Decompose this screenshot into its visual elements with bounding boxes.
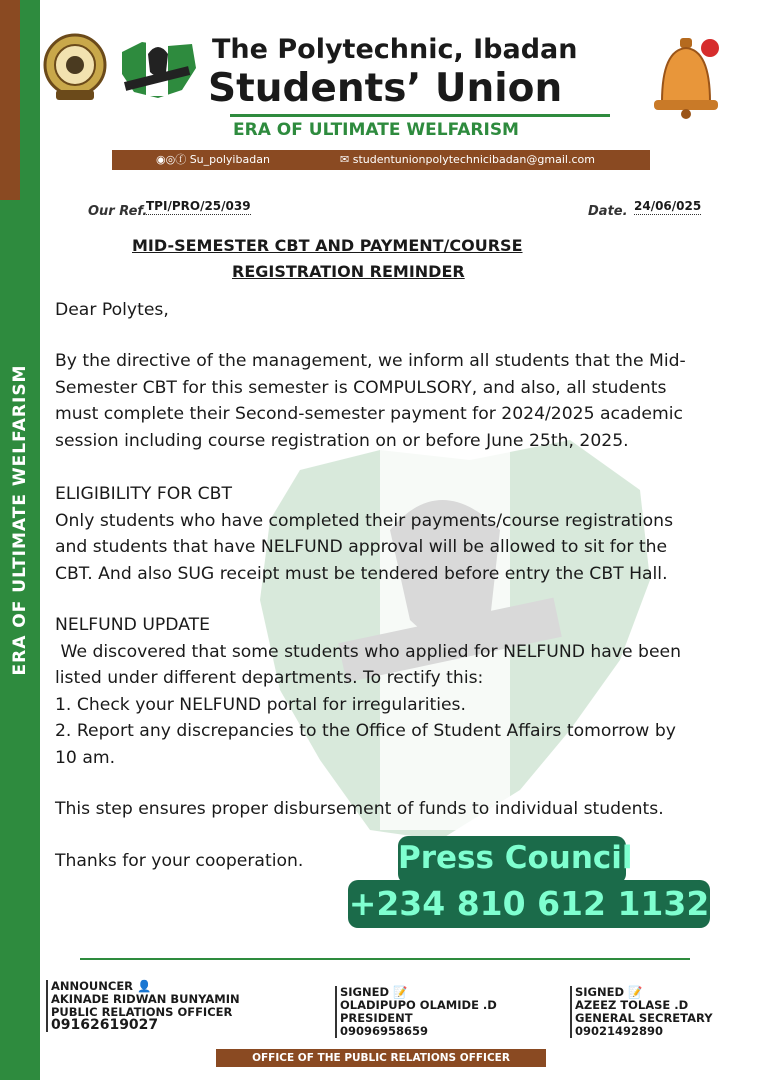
eligibility-title: ELIGIBILITY FOR CBT — [55, 484, 232, 504]
press-council-box — [348, 836, 710, 928]
press-council-phone[interactable]: +234 810 612 1132 — [348, 884, 710, 923]
thanks-line: Thanks for your cooperation. — [55, 851, 304, 871]
paragraph-line: We discovered that some students who applied for NELFUND have been — [55, 641, 681, 662]
signature-icon: 📝 — [393, 985, 408, 999]
secretary-signed-label: SIGNED — [575, 985, 625, 999]
paragraph-line: must complete their Second-semester payment for 2024/2025 academic — [55, 404, 683, 424]
secretary-signature — [570, 986, 713, 1038]
announcer-name: AKINADE RIDWAN BUNYAMIN — [51, 992, 240, 1006]
social-handle[interactable]: ◉◎ⓕ Su_polyibadan — [156, 153, 270, 166]
nelfund-title: NELFUND UPDATE — [55, 615, 210, 635]
salutation: Dear Polytes, — [55, 300, 169, 320]
secretary-role: GENERAL SECRETARY — [575, 1011, 713, 1025]
date-label: Date. — [588, 204, 628, 219]
person-icon: 👤 — [137, 979, 152, 993]
student-union-map-logo — [118, 38, 198, 100]
announcer-phone[interactable]: 09162619027 — [51, 1017, 159, 1033]
paragraph-line: CBT. And also SUG receipt must be tendered before entry the CBT Hall. — [55, 563, 668, 584]
president-role: PRESIDENT — [340, 1011, 413, 1025]
president-name: OLADIPUPO OLAMIDE .D — [340, 998, 497, 1012]
press-council-title: Press Council — [398, 840, 633, 876]
secretary-name: AZEEZ TOLASE .D — [575, 998, 689, 1012]
title-underline — [230, 114, 610, 117]
paragraph-line: and students that have NELFUND approval will be allowed to sit for the — [55, 537, 668, 557]
closing-note: This step ensures proper disbursement of funds to individual students. — [55, 799, 664, 819]
side-ribbon-accent — [0, 0, 20, 200]
ref-value: TPI/PRO/25/039 — [146, 199, 251, 213]
paragraph-line: listed under different departments. To rectify this: — [55, 668, 484, 688]
list-item: 1. Check your NELFUND portal for irregularities. — [55, 694, 466, 715]
secretary-phone[interactable]: 09021492890 — [575, 1024, 664, 1038]
signature-icon: 📝 — [628, 985, 643, 999]
list-item: 2. Report any discrepancies to the Office of Student Affairs tomorrow by — [55, 721, 676, 741]
announcer-role: PUBLIC RELATIONS OFFICER — [51, 1005, 233, 1019]
footer-office-bar: OFFICE OF THE PUBLIC RELATIONS OFFICER — [216, 1049, 546, 1067]
list-item-continued: 10 am. — [55, 747, 116, 768]
polytechnic-crest-logo — [42, 32, 108, 102]
email-address[interactable]: ✉ studentunionpolytechnicibadan@gmail.com — [340, 153, 595, 166]
signature-divider — [80, 958, 690, 960]
paragraph-line: Semester CBT for this semester is COMPULSORY, and also, all students — [55, 377, 667, 398]
announcer-label: ANNOUNCER — [51, 979, 134, 993]
bell-icon — [648, 36, 724, 120]
announcer-signature — [46, 980, 240, 1032]
president-phone[interactable]: 09096958659 — [340, 1024, 429, 1038]
union-title-line2: Students’ Union — [208, 66, 563, 111]
date-value: 24/06/025 — [634, 199, 702, 213]
paragraph-line: session including course registration on or before June 25th, 2025. — [55, 430, 629, 451]
paragraph-line: By the directive of the management, we inform all students that the Mid- — [55, 351, 686, 371]
president-signed-label: SIGNED — [340, 985, 390, 999]
president-signature — [335, 986, 497, 1038]
union-title-line1: The Polytechnic, Ibadan — [212, 34, 578, 65]
union-slogan: ERA OF ULTIMATE WELFARISM — [233, 120, 519, 140]
contact-bar — [112, 150, 650, 170]
ref-label: Our Ref. — [88, 204, 148, 219]
paragraph-line: Only students who have completed their payments/course registrations — [55, 510, 674, 531]
notice-heading-line2: REGISTRATION REMINDER — [232, 262, 465, 281]
notice-heading-line1: MID-SEMESTER CBT AND PAYMENT/COURSE — [132, 236, 523, 255]
side-ribbon-text: ERA OF ULTIMATE WELFARISM — [10, 364, 30, 676]
